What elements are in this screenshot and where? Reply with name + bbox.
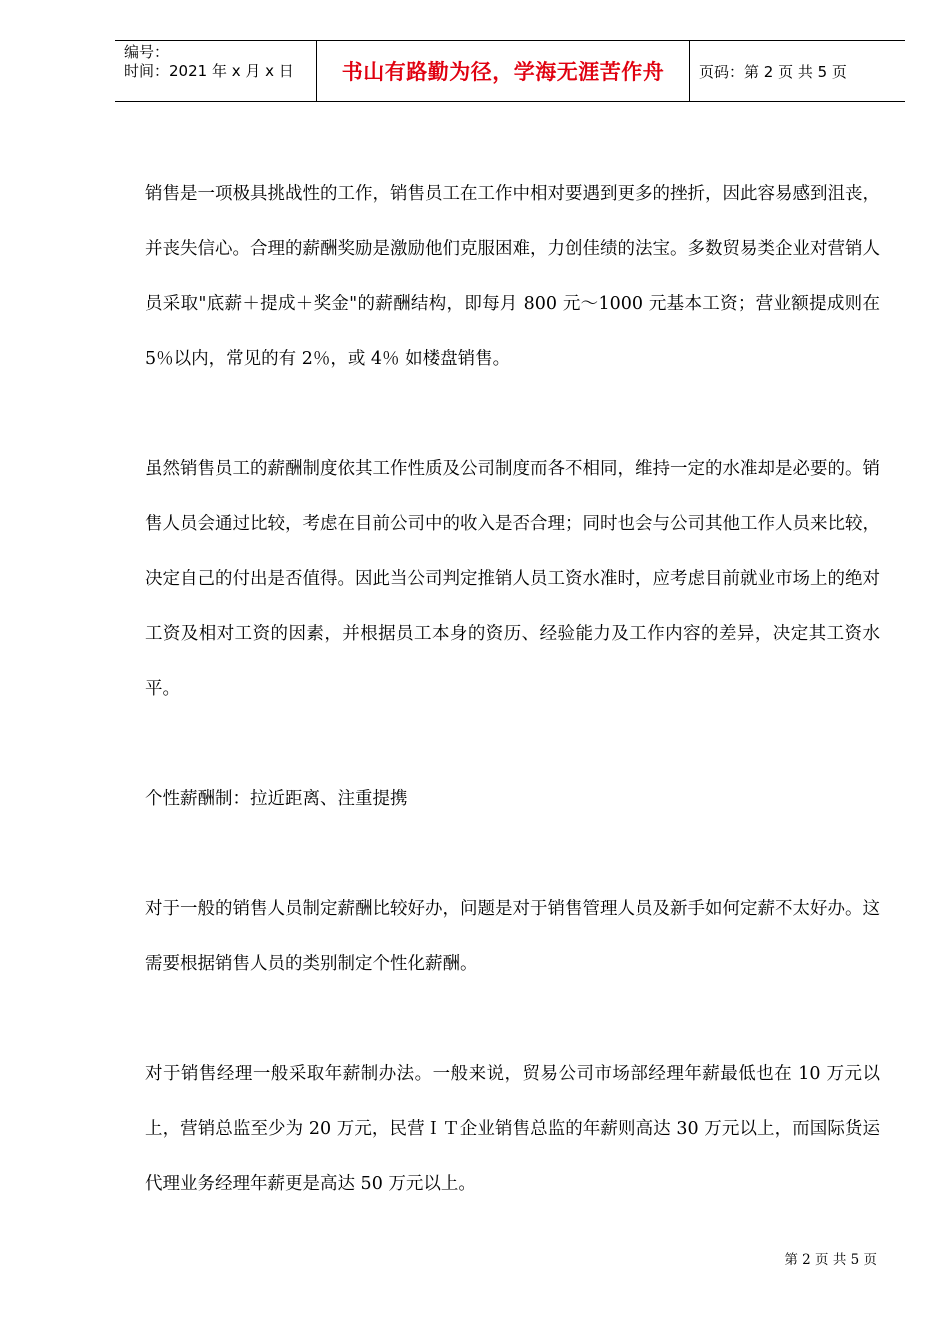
- date-label: 时间：2021 年 x 月 x 日: [124, 62, 294, 80]
- paragraph: 销售是一项极具挑战性的工作，销售员工在工作中相对要遇到更多的挫折，因此容易感到沮丧，并丧失信心。合理的薪酬奖励是激励他们克服困难，力创佳绩的法宝。多数贸易类企业对营销人员采取"底薪＋提成＋奖金"的薪酬结构，即每月 800 元～1000 元基本工资；营业额提成则在 5％以内，常见的有 2％，或 4％ 如楼盘销售。: [145, 184, 880, 369]
- page-header: [115, 40, 905, 102]
- section-heading: 个性薪酬制：拉近距离、注重提携: [145, 789, 408, 809]
- header-page-info: [690, 41, 905, 101]
- paragraph: 对于一般的销售人员制定薪酬比较好办，问题是对于销售管理人员及新手如何定薪不太好办。这需要根据销售人员的类别制定个性化薪酬。: [145, 899, 880, 974]
- serial-number-label: 编号：: [124, 43, 170, 61]
- motto-text: 书山有路勤为径，学海无涯苦作舟: [341, 60, 665, 84]
- header-meta: [115, 41, 317, 101]
- paragraph: 虽然销售员工的薪酬制度依其工作性质及公司制度而各不相同，维持一定的水准却是必要的。销售人员会通过比较，考虑在目前公司中的收入是否合理；同时也会与公司其他工作人员来比较，决定自己的付出是否值得。因此当公司判定推销人员工资水准时，应考虑目前就业市场上的绝对工资及相对工资的因素，并根据员工本身的资历、经验能力及工作内容的差异，决定其工资水平。: [145, 459, 880, 699]
- page-footer: [784, 1248, 877, 1268]
- header-motto: [317, 41, 690, 101]
- page-number-label: 页码：第 2 页 共 5 页: [699, 62, 847, 81]
- footer-page-number: 第 2 页 共 5 页: [784, 1252, 877, 1268]
- paragraph: 对于销售经理一般采取年薪制办法。一般来说，贸易公司市场部经理年薪最低也在 10 万元以上，营销总监至少为 20 万元，民营ＩＴ企业销售总监的年薪则高达 30 万元以上，而国际货运代理业务经理年薪更是高达 50 万元以上。: [145, 1064, 880, 1194]
- document-body: [145, 167, 880, 1267]
